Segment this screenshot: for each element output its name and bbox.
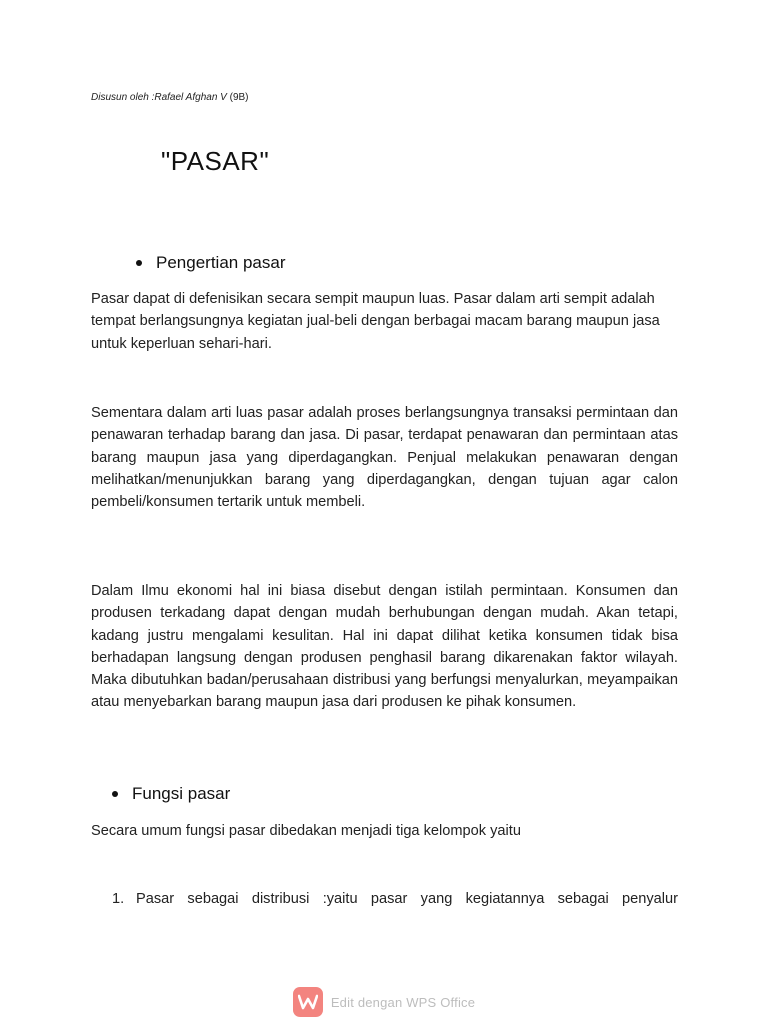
wps-office-icon — [293, 987, 323, 1017]
heading-pengertian — [136, 253, 285, 273]
document-title: "PASAR" — [161, 146, 270, 176]
list-item — [112, 888, 678, 910]
paragraph-1: Pasar dapat di defenisikan secara sempit maupun luas. Pasar dalam arti sempit adalah tempat berlangsungnya kegiatan jual-beli dengan berbagai macam barang maupun jasa untuk keperluan sehari-hari. — [91, 291, 660, 352]
bullet-icon — [112, 791, 118, 797]
wps-edit-banner[interactable] — [0, 984, 768, 1020]
wps-edit-label[interactable]: Edit dengan WPS Office — [330, 994, 476, 1010]
heading-pengertian-text: Pengertian pasar — [156, 253, 286, 272]
paragraph-2: Sementara dalam arti luas pasar adalah proses berlangsungnya transaksi permintaan dan penawaran terhadap barang dan jasa. Di pasar, terdapat penawaran dan permintaan atas barang maupun jasa yang diperdagangkan. Penjual melakukan penawaran dengan melihatkan/menunjukkan barang yang diperdagangkan, dengan tujuan agar calon pembeli/konsumen tertarik untuk membeli. — [91, 405, 678, 511]
author-line — [91, 92, 249, 103]
bullet-icon — [136, 260, 142, 266]
paragraph-3: Dalam Ilmu ekonomi hal ini biasa disebut dengan istilah permintaan. Konsumen dan produsen terkadang dapat dengan mudah berhubungan dengan mudah. Akan tetapi, kadang justru mengalami kesulitan. Hal ini dapat dilihat ketika konsumen tidak bisa berhadapan langsung dengan produsen penghasil barang dikarenakan faktor wilayah. Maka dibutuhkan badan/perusahaan distribusi yang berfungsi menyalurkan, meyampaikan atau menyebarkan barang maupun jasa dari produsen ke pihak konsumen. — [91, 583, 678, 711]
wps-w-glyph-icon — [298, 994, 318, 1010]
heading-fungsi-text: Fungsi pasar — [132, 784, 231, 803]
author-class: (9B) — [229, 92, 249, 103]
fungsi-intro: Secara umum fungsi pasar dibedakan menjadi tiga kelompok yaitu — [91, 823, 521, 839]
heading-fungsi — [112, 784, 230, 804]
list-item-text: Pasar sebagai distribusi :yaitu pasar yang kegiatannya sebagai penyalur — [136, 891, 678, 907]
list-item-number: 1. — [112, 891, 125, 907]
author-name: Disusun oleh :Rafael Afghan V — [91, 92, 227, 103]
